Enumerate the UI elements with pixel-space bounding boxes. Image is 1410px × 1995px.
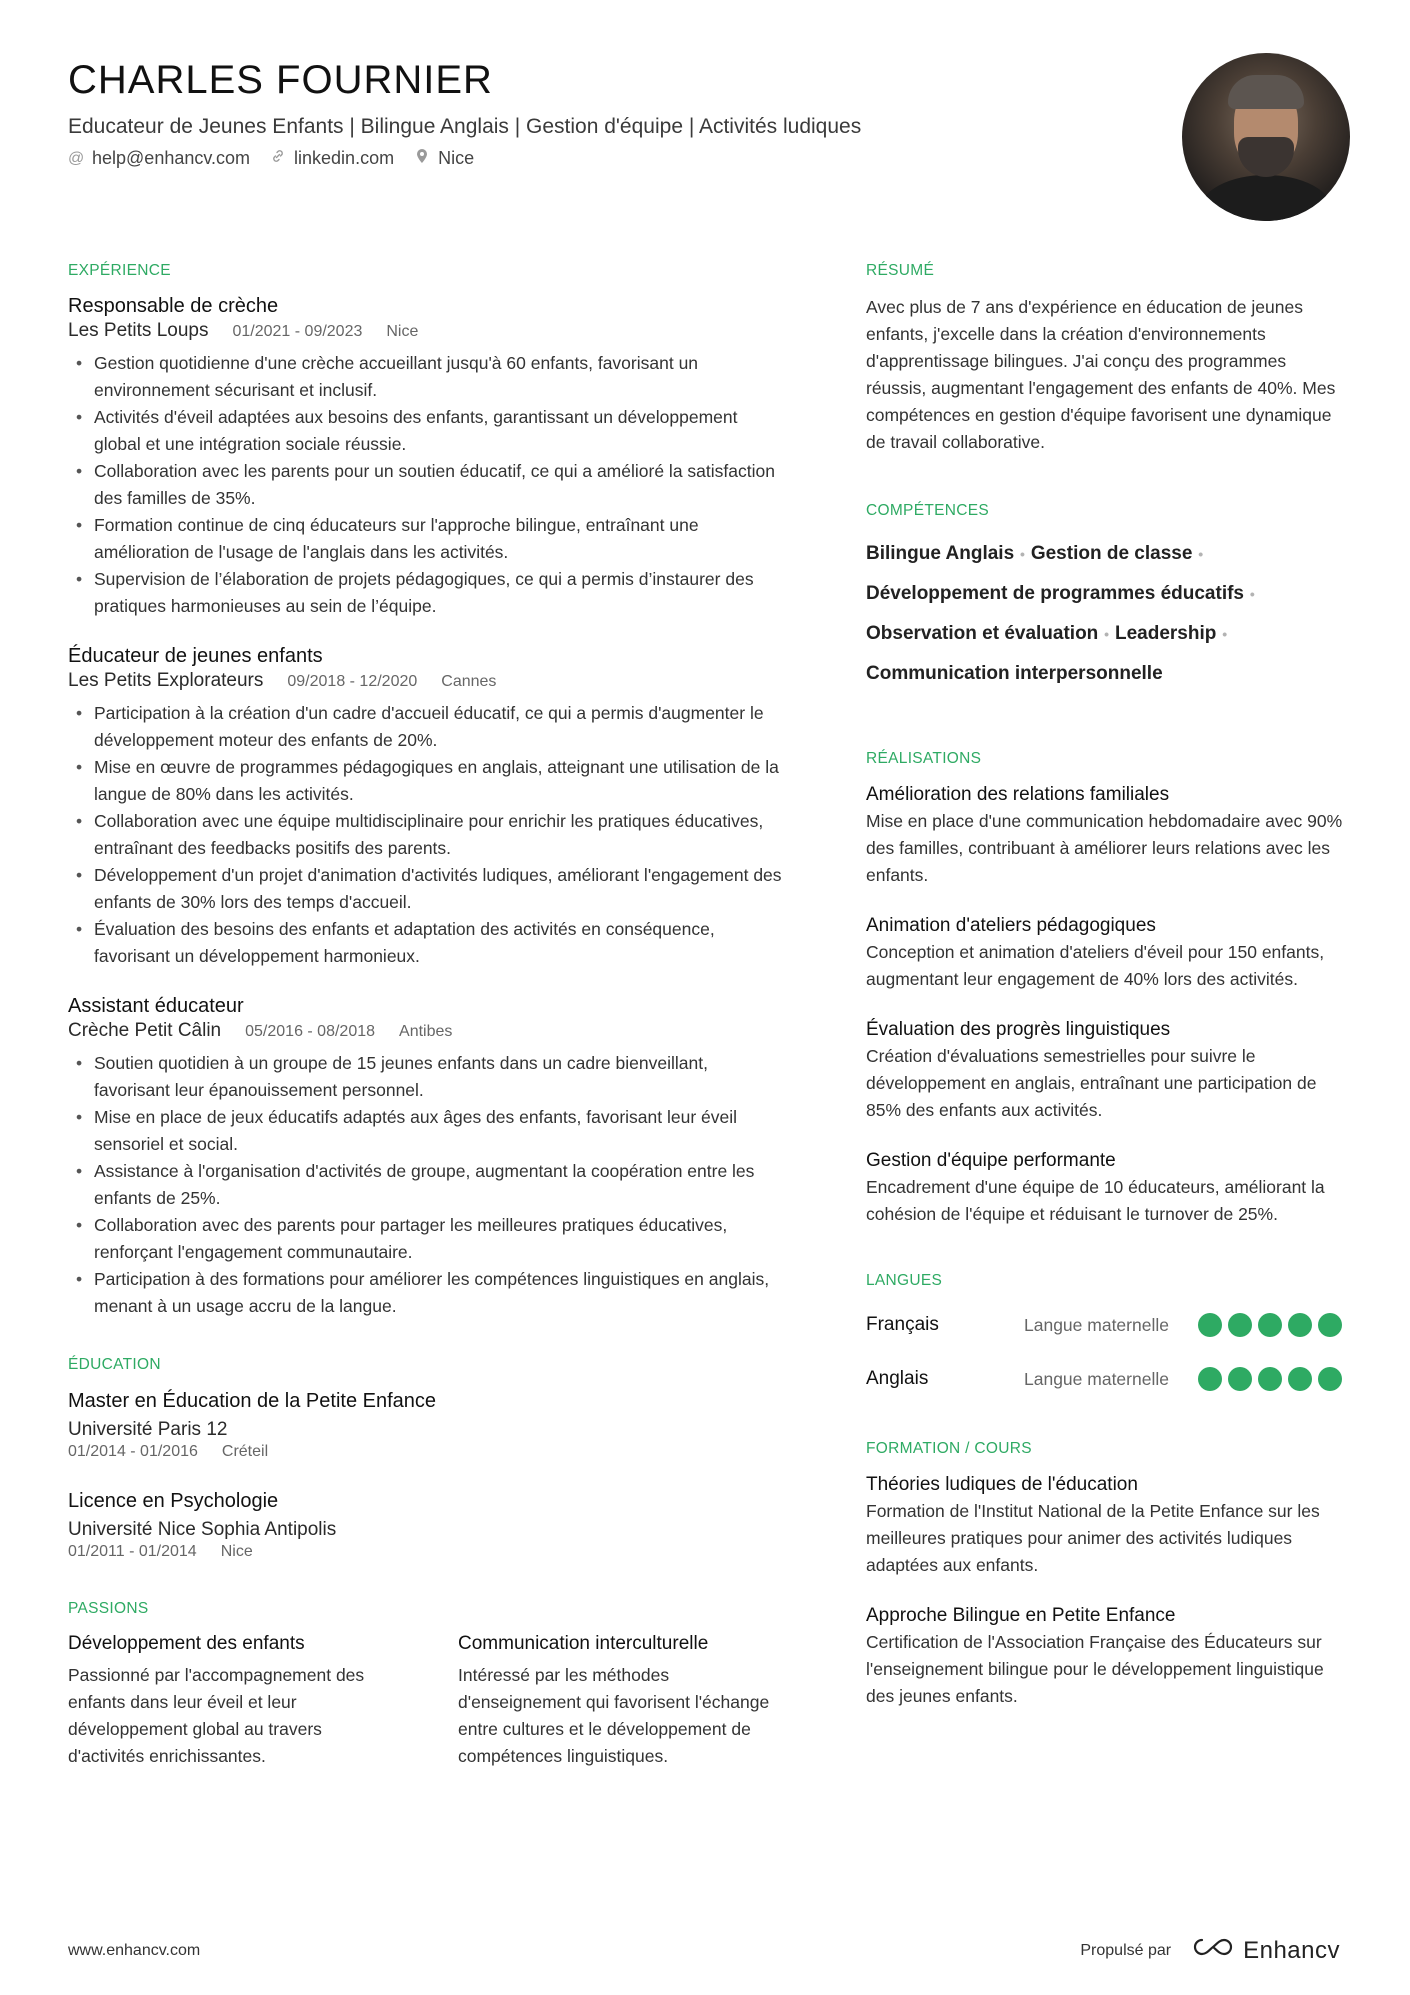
rating-dot-icon	[1318, 1313, 1342, 1337]
passion-description: Intéressé par les méthodes d'enseignement qui favorisent l'échange entre cultures et le développement de compétences linguistiques.	[458, 1665, 770, 1766]
job-location: Antibes	[399, 1023, 453, 1040]
footer-url[interactable]: www.enhancv.com	[68, 1941, 201, 1959]
job-bullet: • Participation à la création d'un cadre d'accueil éducatif, ce qui a permis d'augmenter le développement moteur des enfants de 20%.	[68, 700, 788, 754]
rating-dot-icon	[1288, 1313, 1312, 1337]
experience-entry	[68, 644, 788, 970]
skill-tag: Développement de programmes éducatifs	[866, 583, 1244, 604]
job-dates: 09/2018 - 12/2020	[287, 673, 418, 690]
achievements-heading: RÉALISATIONS	[866, 750, 982, 767]
contact-email-text: help@enhancv.com	[92, 148, 251, 168]
course-title: Approche Bilingue en Petite Enfance	[866, 1605, 1176, 1626]
achievement-item	[866, 1017, 1348, 1124]
language-name: Français	[866, 1314, 939, 1335]
language-rating	[1198, 1367, 1342, 1391]
job-bullet: • Supervision de l’élaboration de projets pédagogiques, ce qui a permis d’instaurer des pratiques harmonieuses au sein de l’équipe.	[68, 566, 788, 620]
language-level: Langue maternelle	[1024, 1368, 1169, 1389]
course-item	[866, 1472, 1348, 1579]
education-entry	[68, 1488, 788, 1562]
rating-dot-icon	[1228, 1313, 1252, 1337]
rating-dot-icon	[1258, 1367, 1282, 1391]
summary-text: Avec plus de 7 ans d'expérience en éducation de jeunes enfants, j'excelle dans la création d'environnements d'apprentissage bilingues. J'ai conçu des programmes réussis, augmentant l'engagement des enfants de 40%. Mes compétences en gestion d'équipe favorisent une dynamique de travail collaborative.	[866, 297, 1336, 452]
job-title: Responsable de crèche	[68, 295, 279, 317]
language-item	[866, 1304, 1348, 1346]
job-bullet: • Mise en place de jeux éducatifs adaptés aux âges des enfants, favorisant leur éveil sensoriel et social.	[68, 1104, 788, 1158]
job-meta	[68, 669, 788, 694]
job-bullet: • Développement d'un projet d'animation d'activités ludiques, améliorant l'engagement des enfants de 30% lors des temps d'accueil.	[68, 862, 788, 916]
education-degree: Master en Éducation de la Petite Enfance	[68, 1390, 437, 1412]
separator-dot-icon: •	[1246, 586, 1255, 602]
candidate-name: CHARLES FOURNIER	[68, 58, 493, 102]
language-item	[866, 1358, 1348, 1400]
skills-row	[866, 614, 1348, 654]
location-pin-icon	[414, 148, 430, 169]
job-company: Les Petits Loups	[68, 320, 209, 341]
at-icon: @	[68, 149, 85, 167]
education-dates: 01/2011 - 01/2014	[68, 1543, 197, 1560]
job-company: Les Petits Explorateurs	[68, 670, 264, 691]
skills-heading: COMPÉTENCES	[866, 502, 990, 519]
job-bullets	[68, 1050, 788, 1320]
job-dates: 01/2021 - 09/2023	[232, 323, 363, 340]
achievement-title: Animation d'ateliers pédagogiques	[866, 915, 1156, 936]
education-entry	[68, 1388, 788, 1462]
achievement-description: Conception et animation d'ateliers d'éveil pour 150 enfants, augmentant leur engagement de 40% lors des activités.	[866, 942, 1325, 989]
skills-row	[866, 534, 1348, 574]
languages-heading: LANGUES	[866, 1272, 943, 1289]
skill-tag: Bilingue Anglais	[866, 543, 1015, 564]
photo-beard	[1238, 137, 1294, 177]
course-title: Théories ludiques de l'éducation	[866, 1474, 1138, 1495]
achievement-description: Mise en place d'une communication hebdomadaire avec 90% des familles, contribuant à améliorer leurs relations avec les enfants.	[866, 811, 1343, 885]
achievement-title: Amélioration des relations familiales	[866, 784, 1170, 805]
job-title: Assistant éducateur	[68, 995, 244, 1017]
experience-entry	[68, 994, 788, 1320]
job-bullet: • Évaluation des besoins des enfants et adaptation des activités en conséquence, favorisant un développement harmonieux.	[68, 916, 788, 970]
separator-dot-icon: •	[1016, 546, 1029, 562]
passion-description: Passionné par l'accompagnement des enfants dans leur éveil et leur développement global au travers d'activités enrichissantes.	[68, 1665, 365, 1766]
achievement-item	[866, 1148, 1348, 1228]
rating-dot-icon	[1198, 1367, 1222, 1391]
skill-tag: Leadership	[1114, 623, 1217, 644]
summary-heading: RÉSUMÉ	[866, 262, 935, 279]
footer-branding	[1080, 1936, 1340, 1965]
education-location: Nice	[220, 1543, 253, 1560]
powered-by-label: Propulsé par	[1080, 1941, 1172, 1959]
job-location: Cannes	[441, 673, 497, 690]
course-description: Certification de l'Association Française des Éducateurs sur l'enseignement bilingue pour le développement linguistique des jeunes enfants.	[866, 1632, 1324, 1706]
passion-item	[458, 1632, 788, 1770]
job-title: Éducateur de jeunes enfants	[68, 645, 323, 667]
skill-tag: Gestion de classe	[1030, 543, 1193, 564]
education-school: Université Nice Sophia Antipolis	[68, 1519, 337, 1540]
education-heading: ÉDUCATION	[68, 1356, 161, 1373]
contact-list	[68, 148, 1168, 169]
job-bullet: • Collaboration avec les parents pour un soutien éducatif, ce qui a amélioré la satisfaction des familles de 35%.	[68, 458, 788, 512]
separator-dot-icon: •	[1194, 546, 1204, 562]
separator-dot-icon: •	[1218, 626, 1228, 642]
achievement-description: Création d'évaluations semestrielles pour suivre le développement en anglais, entraînant une participation de 85% des enfants aux activités.	[866, 1046, 1317, 1120]
language-level: Langue maternelle	[1024, 1314, 1169, 1335]
brand-logo[interactable]	[1191, 1936, 1340, 1965]
separator-dot-icon: •	[1100, 626, 1113, 642]
achievement-title: Gestion d'équipe performante	[866, 1150, 1116, 1171]
passion-item	[68, 1632, 398, 1770]
infinity-logo-icon	[1191, 1936, 1235, 1965]
contact-location-text: Nice	[438, 148, 475, 168]
passions-list	[68, 1632, 788, 1770]
course-item	[866, 1603, 1348, 1710]
job-bullet: • Gestion quotidienne d'une crèche accueillant jusqu'à 60 enfants, favorisant un environnement sécurisant et inclusif.	[68, 350, 788, 404]
language-name: Anglais	[866, 1368, 929, 1389]
rating-dot-icon	[1198, 1313, 1222, 1337]
achievement-title: Évaluation des progrès linguistiques	[866, 1019, 1171, 1040]
job-bullets	[68, 700, 788, 970]
job-bullet: • Formation continue de cinq éducateurs sur l'approche bilingue, entraînant une amélioration de l'usage de l'anglais dans les activités.	[68, 512, 788, 566]
passions-heading: PASSIONS	[68, 1600, 149, 1617]
skills-list	[866, 534, 1348, 694]
achievement-description: Encadrement d'une équipe de 10 éducateurs, améliorant la cohésion de l'équipe et réduisant le turnover de 25%.	[866, 1177, 1325, 1224]
achievement-item	[866, 782, 1348, 889]
job-bullet: • Activités d'éveil adaptées aux besoins des enfants, garantissant un développement global et une intégration sociale réussie.	[68, 404, 788, 458]
job-bullet: • Mise en œuvre de programmes pédagogiques en anglais, atteignant une utilisation de la langue de 80% dans les activités.	[68, 754, 788, 808]
contact-linkedin[interactable]	[270, 148, 394, 169]
job-location: Nice	[386, 323, 419, 340]
rating-dot-icon	[1258, 1313, 1282, 1337]
courses-heading: FORMATION / COURS	[866, 1440, 1032, 1457]
link-icon	[270, 148, 286, 169]
rating-dot-icon	[1228, 1367, 1252, 1391]
right-column	[866, 262, 1348, 1734]
contact-linkedin-text: linkedin.com	[294, 148, 395, 168]
education-dates: 01/2014 - 01/2016	[68, 1443, 198, 1460]
candidate-headline: Educateur de Jeunes Enfants | Bilingue Anglais | Gestion d'équipe | Activités ludiques	[68, 115, 862, 138]
job-company: Crèche Petit Câlin	[68, 1020, 222, 1041]
experience-heading: EXPÉRIENCE	[68, 262, 171, 279]
skill-tag: Observation et évaluation	[866, 623, 1099, 644]
job-bullet: • Collaboration avec une équipe multidisciplinaire pour enrichir les pratiques éducatives, entraînant des feedbacks positifs des parents.	[68, 808, 788, 862]
resume-header	[68, 56, 1168, 169]
rating-dot-icon	[1288, 1367, 1312, 1391]
job-dates: 05/2016 - 08/2018	[245, 1023, 376, 1040]
education-meta	[68, 1542, 788, 1562]
page-footer	[68, 1936, 1340, 1965]
course-description: Formation de l'Institut National de la Petite Enfance sur les meilleures pratiques pour animer des activités ludiques adaptées aux enfants.	[866, 1501, 1320, 1575]
job-meta	[68, 319, 788, 344]
job-bullet: • Participation à des formations pour améliorer les compétences linguistiques en anglais, menant à un usage accru de la langue.	[68, 1266, 788, 1320]
skills-row	[866, 574, 1348, 614]
passion-title: Communication interculturelle	[458, 1633, 709, 1654]
contact-email[interactable]	[68, 148, 250, 169]
photo-shoulders	[1200, 175, 1332, 221]
contact-location	[414, 148, 474, 169]
profile-photo	[1182, 53, 1350, 221]
photo-hair	[1228, 75, 1304, 109]
achievement-item	[866, 913, 1348, 993]
skills-row	[866, 654, 1348, 694]
education-location: Créteil	[221, 1443, 269, 1460]
left-column	[68, 262, 788, 1770]
job-bullet: • Collaboration avec des parents pour partager les meilleures pratiques éducatives, renforçant l'engagement communautaire.	[68, 1212, 788, 1266]
education-school: Université Paris 12	[68, 1419, 228, 1440]
skill-tag: Communication interpersonnelle	[866, 663, 1163, 684]
experience-entry	[68, 294, 788, 620]
rating-dot-icon	[1318, 1367, 1342, 1391]
passion-title: Développement des enfants	[68, 1633, 305, 1654]
job-bullet: • Soutien quotidien à un groupe de 15 jeunes enfants dans un cadre bienveillant, favorisant leur épanouissement personnel.	[68, 1050, 788, 1104]
education-degree: Licence en Psychologie	[68, 1490, 279, 1512]
brand-name: Enhancv	[1243, 1936, 1340, 1964]
job-meta	[68, 1019, 788, 1044]
job-bullet: • Assistance à l'organisation d'activités de groupe, augmentant la coopération entre les enfants de 25%.	[68, 1158, 788, 1212]
language-rating	[1198, 1313, 1342, 1337]
education-meta	[68, 1442, 788, 1462]
job-bullets	[68, 350, 788, 620]
